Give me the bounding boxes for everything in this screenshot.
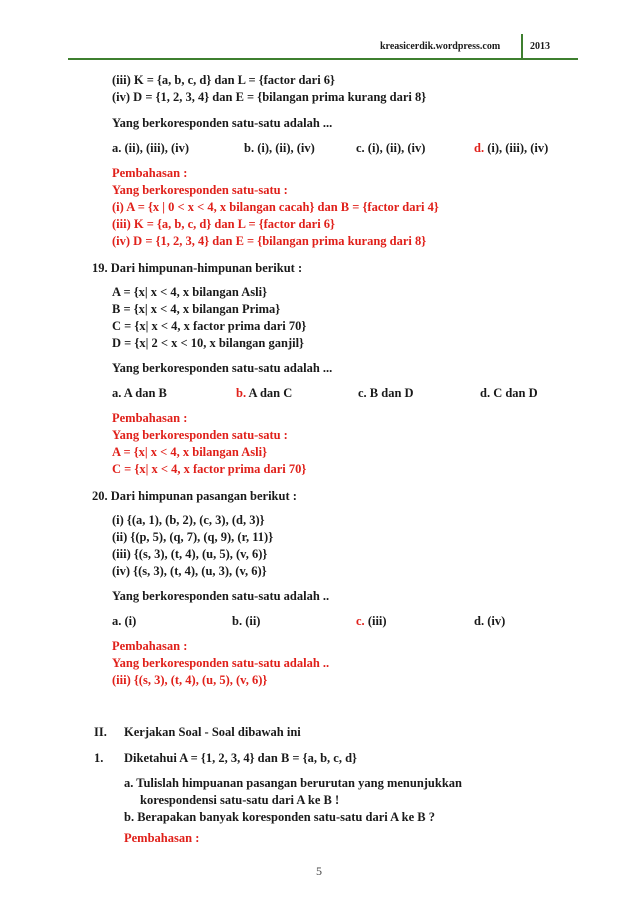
q18-option-d [474,140,548,156]
q19-option-d: d. C dan D [480,386,538,400]
q20-option-b: b. (ii) [232,614,261,628]
q18-pembahasan-sub: Yang berkoresponden satu-satu : [112,183,288,197]
section2-pembahasan-title: Pembahasan : [124,831,200,845]
q18-item-iv: (iv) D = {1, 2, 3, 4} dan E = {bilangan prima kurang dari 8} [112,90,427,104]
q18-pembahasan-title: Pembahasan : [112,166,188,180]
q18-option-b: b. (i), (ii), (iv) [244,141,315,155]
q20-option-a: a. (i) [112,614,137,628]
q20-title: 20. Dari himpunan pasangan berikut : [92,489,297,503]
q18-pembahasan-i: (i) A = {x | 0 < x < 4, x bilangan cacah} dan B = {factor dari 4} [112,200,439,214]
q20-item-i: (i) {(a, 1), (b, 2), (c, 3), (d, 3)} [112,513,265,527]
q19-option-b-letter: b. [236,386,247,400]
q20-item-iii: (iii) {(s, 3), (t, 4), (u, 5), (v, 6)} [112,547,268,561]
section2-q1-part-a-line2: korespondensi satu-satu dari A ke B ! [140,793,340,807]
q19-option-b-text: A dan C [246,386,293,400]
q20-option-c [356,613,387,629]
header-divider [521,34,523,59]
header-rule [68,58,578,60]
q19-set-c: C = {x| x < 4, x factor prima dari 70} [112,319,307,333]
q20-option-d: d. (iv) [474,614,506,628]
q20-item-iv: (iv) {(s, 3), (t, 4), (u, 3), (v, 6)} [112,564,267,578]
q19-option-a: a. A dan B [112,386,167,400]
q19-pembahasan-a: A = {x| x < 4, x bilangan Asli} [112,445,268,459]
header-site: kreasicerdik.wordpress.com [380,41,501,52]
page-number: 5 [316,864,322,878]
q20-option-c-text: (iii) [364,614,387,628]
q19-set-d: D = {x| 2 < x < 10, x bilangan ganjil} [112,336,304,350]
section2-q1-part-b: b. Berapakan banyak koresponden satu-satu dari A ke B ? [124,810,435,824]
q20-pembahasan-sub: Yang berkoresponden satu-satu adalah .. [112,656,330,670]
q19-prompt: Yang berkoresponden satu-satu adalah ... [112,361,333,375]
section2-q1-part-a-line1: a. Tulislah himpuanan pasangan berurutan yang menunjukkan [124,776,462,790]
q19-pembahasan-sub: Yang berkoresponden satu-satu : [112,428,288,442]
q20-pembahasan-answer: (iii) {(s, 3), (t, 4), (u, 5), (v, 6)} [112,673,268,687]
q19-option-c: c. B dan D [358,386,414,400]
q18-option-a: a. (ii), (iii), (iv) [112,141,190,155]
q19-set-a: A = {x| x < 4, x bilangan Asli} [112,285,268,299]
q20-item-ii: (ii) {(p, 5), (q, 7), (q, 9), (r, 11)} [112,530,274,544]
q18-pembahasan-iv: (iv) D = {1, 2, 3, 4} dan E = {bilangan prima kurang dari 8} [112,234,427,248]
header-year: 2013 [530,41,550,52]
q20-option-c-letter: c. [356,614,365,628]
section2-title: Kerjakan Soal - Soal dibawah ini [124,725,301,739]
section2-number: II. [94,725,107,739]
q18-item-iii: (iii) K = {a, b, c, d} dan L = {factor dari 6} [112,73,335,87]
section2-q1-text: Diketahui A = {1, 2, 3, 4} dan B = {a, b, c, d} [124,751,357,765]
q18-pembahasan-iii: (iii) K = {a, b, c, d} dan L = {factor dari 6} [112,217,335,231]
section2-q1-number: 1. [94,751,104,765]
q19-title: 19. Dari himpunan-himpunan berikut : [92,261,303,275]
q19-pembahasan-c: C = {x| x < 4, x factor prima dari 70} [112,462,307,476]
q19-set-b: B = {x| x < 4, x bilangan Prima} [112,302,281,316]
q19-pembahasan-title: Pembahasan : [112,411,188,425]
q18-option-d-text: (i), (iii), (iv) [484,141,549,155]
q19-option-b [236,385,292,401]
q20-pembahasan-title: Pembahasan : [112,639,188,653]
q18-prompt: Yang berkoresponden satu-satu adalah ... [112,116,333,130]
q20-prompt: Yang berkoresponden satu-satu adalah .. [112,589,330,603]
q18-option-d-letter: d. [474,141,485,155]
q18-option-c: c. (i), (ii), (iv) [356,141,426,155]
